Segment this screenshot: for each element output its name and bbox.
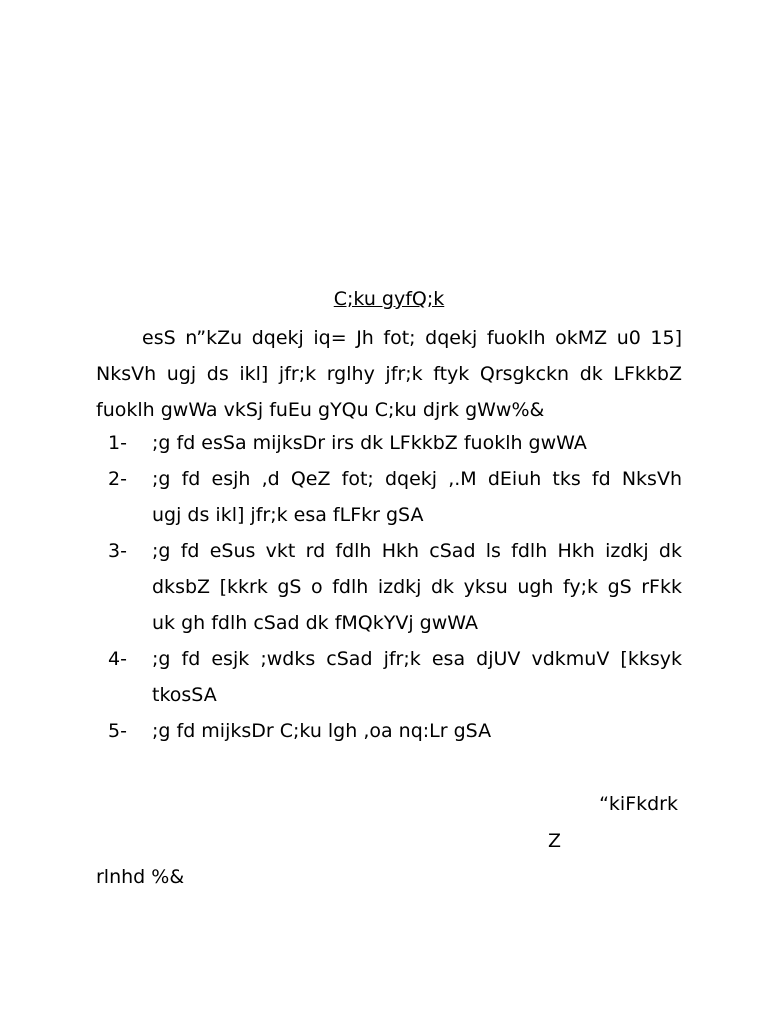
- list-item-number: 3-: [108, 540, 127, 562]
- list-item: [96, 533, 682, 641]
- numbered-list: [96, 425, 682, 749]
- list-item-line: ugj ds ikl] jfr;k esa fLFkr gSA: [152, 504, 424, 526]
- list-item-number: 1-: [108, 432, 127, 454]
- list-item-number: 5-: [108, 720, 127, 742]
- list-item-line: ;g fd esjh ,d QeZ fot; dqekj ,.M dEiuh tks fd NksVh: [152, 468, 682, 490]
- list-item-line: ;g fd eSus vkt rd fdlh Hkh cSad ls fdlh Hkh izdkj dk: [152, 540, 682, 562]
- place-label: rlnhd %&: [96, 866, 185, 888]
- list-item-line: ;g fd esjk ;wdks cSad jfr;k esa djUV vdkmuV [kksyk: [152, 648, 682, 670]
- list-item-line: ;g fd esSa mijksDr irs dk LFkkbZ fuoklh gwWA: [152, 432, 587, 454]
- list-item-number: 4-: [108, 648, 127, 670]
- list-item-text: [152, 713, 682, 749]
- list-item-text: [152, 425, 682, 461]
- intro-paragraph: [96, 320, 682, 428]
- list-item-line: ;g fd mijksDr C;ku lgh ,oa nq:Lr gSA: [152, 720, 492, 742]
- list-item-line: uk gh fdlh cSad dk fMQkYVj gwWA: [152, 612, 478, 634]
- list-item: [96, 713, 682, 749]
- intro-line: fuoklh gwWa vkSj fuEu gYQu C;ku djrk gWw%&: [96, 399, 545, 421]
- list-item-text: [152, 533, 682, 641]
- document-title: C;ku gyfQ;k: [333, 288, 445, 310]
- list-item: [96, 461, 682, 533]
- intro-line: NksVh ugj ds ikl] jfr;k rglhy jfr;k ftyk Qrsgkckn dk LFkkbZ: [96, 363, 682, 385]
- intro-line: esS n”kZu dqekj iq= Jh fot; dqekj fuoklh okMZ u0 15]: [142, 327, 682, 349]
- list-item: [96, 425, 682, 461]
- list-item-line: tkosSA: [152, 684, 217, 706]
- list-item: [96, 641, 682, 713]
- signature-mark: Z: [548, 830, 562, 852]
- list-item-line: dksbZ [kkrk gS o fdlh izdkj dk yksu ugh fy;k gS rFkk: [152, 576, 682, 598]
- list-item-text: [152, 641, 682, 713]
- signature-label: “kiFkdrk: [599, 793, 678, 815]
- list-item-text: [152, 461, 682, 533]
- list-item-number: 2-: [108, 468, 127, 490]
